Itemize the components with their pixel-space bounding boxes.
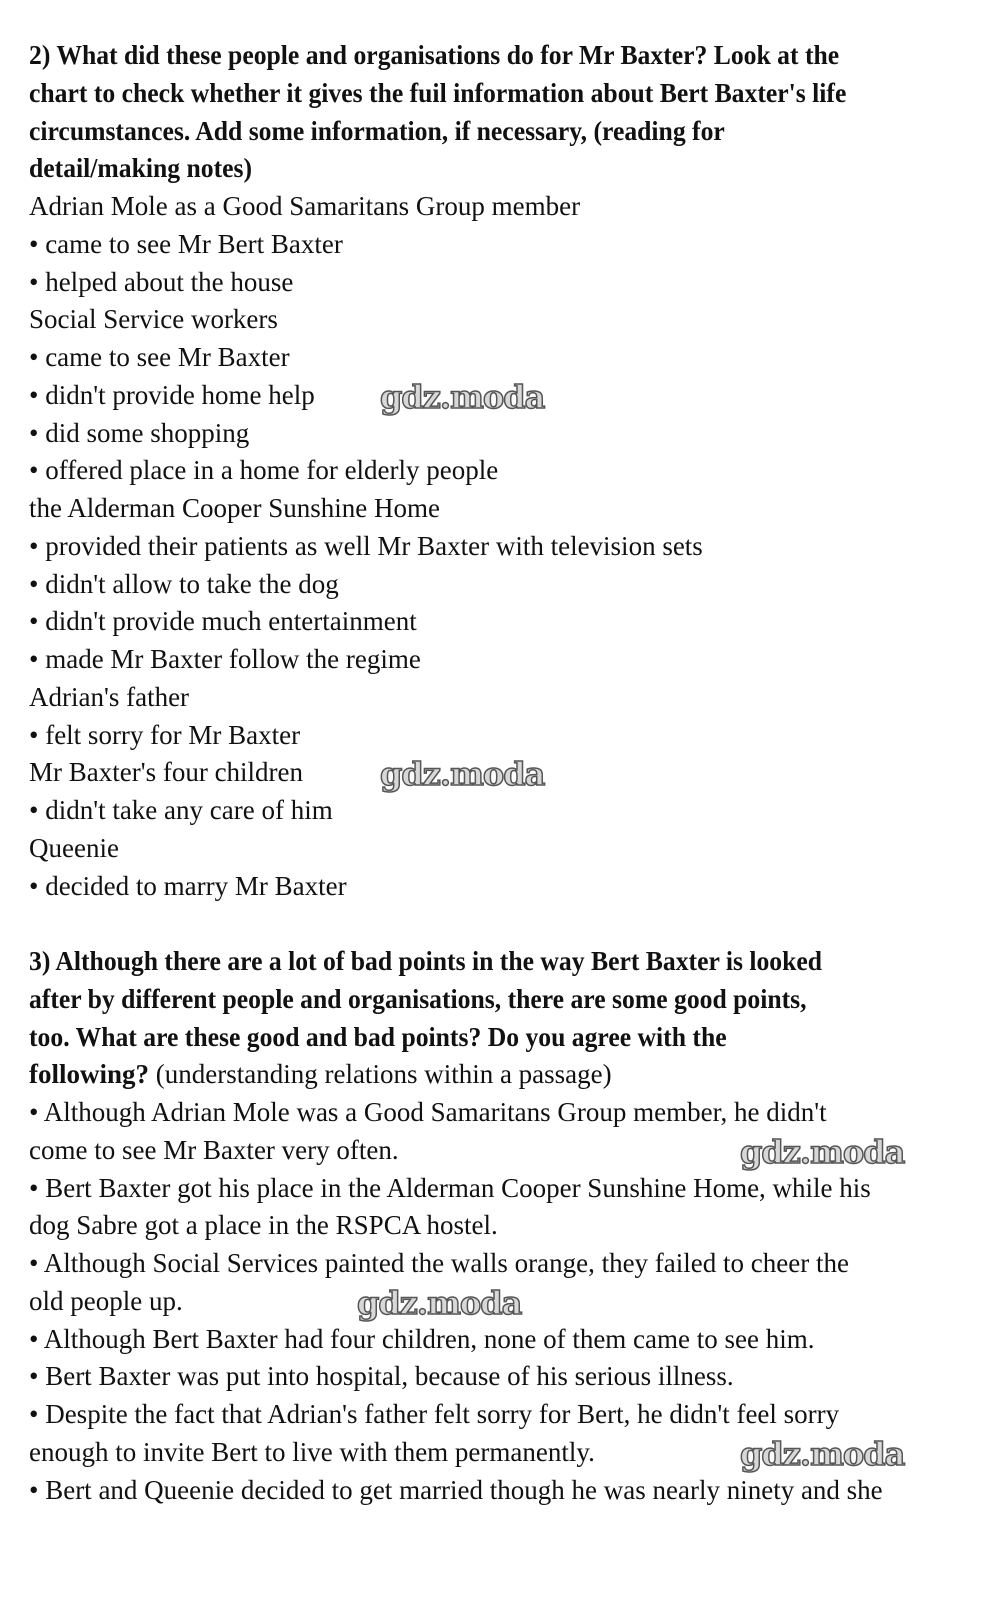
q2-heading-line: circumstances. Add some information, if necessary, (reading for	[29, 115, 725, 146]
list-item: • did some shopping	[29, 417, 250, 448]
q2-answer-list	[29, 188, 889, 905]
list-item: the Alderman Cooper Sunshine Home	[29, 493, 440, 523]
list-item: • Bert Baxter got his place in the Alderman Cooper Sunshine Home, while his	[29, 1172, 871, 1203]
list-item: • felt sorry for Mr Baxter	[29, 719, 301, 750]
list-item: • came to see Mr Bert Baxter	[29, 228, 343, 259]
list-item: • made Mr Baxter follow the regime	[29, 644, 421, 674]
list-item: • Despite the fact that Adrian's father felt sorry for Bert, he didn't feel sorry	[29, 1399, 840, 1429]
list-item: Mr Baxter's four children	[29, 757, 304, 788]
watermark: gdz.moda	[740, 1435, 905, 1473]
list-item: dog Sabre got a place in the RSPCA hostel.	[29, 1210, 498, 1241]
watermark: gdz.moda	[380, 755, 545, 793]
q3-heading-note: (understanding relations within a passage)	[149, 1059, 612, 1090]
list-item: • didn't allow to take the dog	[29, 568, 339, 599]
list-item: old people up.	[29, 1285, 183, 1316]
list-item: • Bert Baxter was put into hospital, because of his serious illness.	[29, 1361, 734, 1392]
q3-heading-last-line	[29, 1056, 889, 1094]
list-item: come to see Mr Baxter very often.	[29, 1134, 399, 1165]
list-item: • Although Adrian Mole was a Good Samaritans Group member, he didn't	[29, 1097, 827, 1127]
watermark: gdz.moda	[357, 1284, 522, 1322]
list-item: • didn't provide much entertainment	[29, 606, 417, 637]
watermark: gdz.moda	[380, 378, 545, 416]
list-item: • decided to marry Mr Baxter	[29, 870, 347, 901]
q2-heading-line: 2) What did these people and organisations do for Mr Baxter? Look at the	[29, 40, 840, 70]
list-item: • came to see Mr Baxter	[29, 342, 290, 372]
q3-heading-line: 3) Although there are a lot of bad points in the way Bert Baxter is looked	[29, 946, 823, 976]
list-item: • didn't provide home help	[29, 379, 315, 410]
q3-heading-bold: following?	[29, 1059, 150, 1090]
list-item: Social Service workers	[29, 304, 278, 335]
list-item: • offered place in a home for elderly people	[29, 455, 499, 486]
section-gap	[29, 905, 889, 943]
q3-heading-line: too. What are these good and bad points? Do you agree with the	[29, 1021, 727, 1052]
list-item: • Although Bert Baxter had four children, none of them came to see him.	[29, 1323, 815, 1354]
list-item: Adrian Mole as a Good Samaritans Group member	[29, 191, 581, 221]
list-item: enough to invite Bert to live with them permanently.	[29, 1436, 595, 1467]
list-item: • provided their patients as well Mr Baxter with television sets	[29, 530, 703, 561]
watermark: gdz.moda	[740, 1133, 905, 1171]
list-item: Queenie	[29, 832, 119, 863]
list-item: • Although Social Services painted the walls orange, they failed to cheer the	[29, 1248, 849, 1278]
q2-heading-line: detail/making notes)	[29, 153, 253, 184]
list-item: Adrian's father	[29, 681, 190, 712]
q3-heading-line: after by different people and organisations, there are some good points,	[29, 983, 807, 1014]
list-item: • didn't take any care of him	[29, 795, 333, 825]
q2-heading-line: chart to check whether it gives the fuil information about Bert Baxter's life	[29, 77, 847, 108]
list-item: • Bert and Queenie decided to get married though he was nearly ninety and she	[29, 1474, 883, 1505]
list-item: • helped about the house	[29, 266, 294, 297]
